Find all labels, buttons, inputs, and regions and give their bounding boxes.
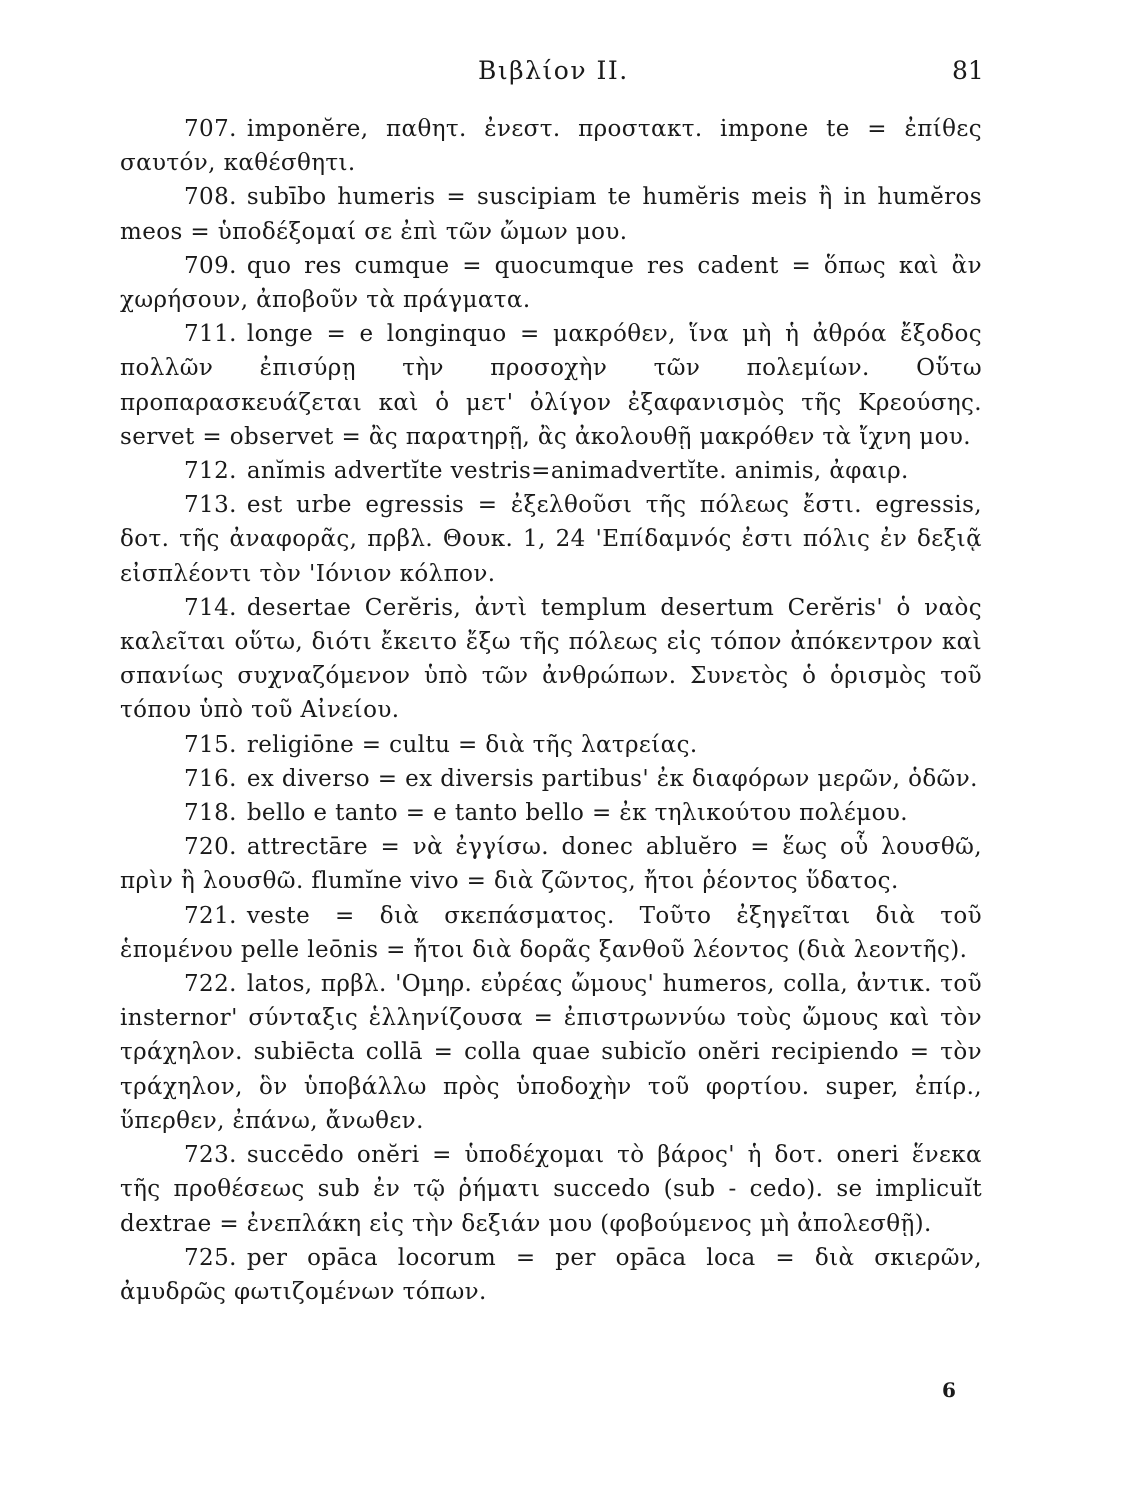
signature-mark: 6 <box>942 1378 956 1402</box>
note-text: attrectāre = νὰ ἐγγίσω. donec abluĕro = ἕως οὗ λουσθῶ, πρὶν ἢ λουσθῶ. flumĭne vivo = διὰ ζῶντος, ἤτοι ῥέοντος ὕδατος. <box>120 834 982 895</box>
note-713 <box>120 488 982 591</box>
note-number: 712. <box>184 458 237 485</box>
note-number: 722. <box>184 971 237 998</box>
page-number: 81 <box>952 56 984 85</box>
note-text: bello e tanto = e tanto bello = ἐκ τηλικούτου πολέμου. <box>246 800 908 827</box>
note-number: 725. <box>184 1244 237 1271</box>
note-number: 707. <box>184 116 237 142</box>
note-text: quo res cumque = quocumque res cadent = ὅπως καὶ ἂν χωρήσουν, ἀποβοῦν τὰ πράγματα. <box>120 252 982 314</box>
note-708 <box>120 180 982 248</box>
note-text: anĭmis advertĭte vestris=animadvertĭte. animis, ἀφαιρ. <box>246 458 909 485</box>
note-721 <box>120 899 982 967</box>
note-725 <box>120 1241 982 1309</box>
note-number: 714. <box>184 594 237 621</box>
note-text: imponĕre, παθητ. ἐνεστ. προστακτ. impone te = ἐπίθες σαυτόν, καθέσθητι. <box>120 116 982 177</box>
note-text: veste = διὰ σκεπάσματος. Τοῦτο ἐξηγεῖται διὰ τοῦ ἑπομένου pelle leōnis = ἤτοι διὰ δορᾶς ξανθοῦ λέοντος (διὰ λεοντῆς). <box>120 902 982 963</box>
note-text: succēdo onĕri = ὑποδέχομαι τὸ βάρος' ἡ δοτ. oneri ἕνεκα τῆς προθέσεως sub ἐν τῷ ῥήματι succedo (sub - cedo). se implicuĭt dextrae = ἐνεπλάκη εἰς τὴν δεξιάν μου (φοβούμενος μὴ ἀπολεσθῇ). <box>120 1142 982 1237</box>
note-text: per opāca locorum = per opāca loca = διὰ σκιερῶν, ἀμυδρῶς φωτιζομένων τόπων. <box>120 1244 982 1305</box>
note-text: latos, πρβλ. 'Ομηρ. εὐρέας ὤμους' humeros, colla, ἀντικ. τοῦ insternor' σύνταξις ἑλληνίζουσα = ἐπιστρωννύω τοὺς ὤμους καὶ τὸν τράχηλον. subiēcta collā = colla quae subicĭo onĕri recipiendo = τὸν τράχηλον, ὃν ὑποβάλλω πρὸς ὑποδοχὴν τοῦ φορτίου. super, ἐπίρ., ὕπερθεν, ἐπάνω, ἄνωθεν. <box>120 971 982 1134</box>
note-text: est urbe egressis = ἐξελθοῦσι τῆς πόλεως ἔστι. egressis, δοτ. τῆς ἀναφορᾶς, πρβλ. Θουκ. 1, 24 'Επίδαμνός ἐστι πόλις ἐν δεξιᾷ εἰσπλέοντι τὸν 'Ιόνιον κόλπον. <box>120 492 982 587</box>
note-number: 715. <box>184 731 237 758</box>
note-number: 709. <box>184 252 237 279</box>
note-722 <box>120 967 982 1138</box>
note-718 <box>120 796 982 830</box>
running-title: Βιβλίον II. <box>478 56 629 85</box>
note-715 <box>120 728 982 762</box>
note-711 <box>120 317 982 454</box>
note-716 <box>120 762 982 796</box>
note-text: ex diverso = ex diversis partibus' ἐκ διαφόρων μερῶν, ὁδῶν. <box>246 765 978 792</box>
note-712 <box>120 454 982 488</box>
note-number: 716. <box>184 765 237 792</box>
note-number: 723. <box>184 1142 237 1169</box>
note-714 <box>120 591 982 728</box>
note-number: 713. <box>184 492 237 519</box>
note-number: 711. <box>184 321 237 348</box>
note-707 <box>120 112 982 180</box>
note-number: 721. <box>184 902 237 929</box>
commentary-body <box>120 112 982 1309</box>
note-text: longe = e longinquo = μακρόθεν, ἵνα μὴ ἡ ἀθρόα ἔξοδος πολλῶν ἐπισύρῃ τὴν προσοχὴν τῶν πολεμίων. Οὕτω προπαρασκευάζεται καὶ ὁ μετ' ὀλίγον ἐξαφανισμὸς τῆς Κρεούσης. servet = observet = ἂς παρατηρῇ, ἂς ἀκολουθῇ μακρόθεν τὰ ἴχνη μου. <box>120 321 982 450</box>
note-number: 708. <box>184 184 237 211</box>
note-number: 720. <box>184 834 237 861</box>
note-text: subībo humeris = suscipiam te humĕris meis ἢ in humĕros meos = ὑποδέξομαί σε ἐπὶ τῶν ὤμων μου. <box>120 184 982 245</box>
note-720 <box>120 830 982 898</box>
note-709 <box>120 249 982 317</box>
note-number: 718. <box>184 800 237 827</box>
note-text: desertae Cerĕris, ἀντὶ templum desertum Cerĕris' ὁ ναὸς καλεῖται οὕτω, διότι ἔκειτο ἔξω τῆς πόλεως εἰς τόπον ἀπόκεντρον καὶ σπανίως συχναζόμενον ὑπὸ τῶν ἀνθρώπων. Συνετὸς ὁ ὁρισμὸς τοῦ τόπου ὑπὸ τοῦ Αἰνείου. <box>120 594 982 724</box>
note-text: religiōne = cultu = διὰ τῆς λατρείας. <box>246 731 698 758</box>
note-723 <box>120 1138 982 1241</box>
